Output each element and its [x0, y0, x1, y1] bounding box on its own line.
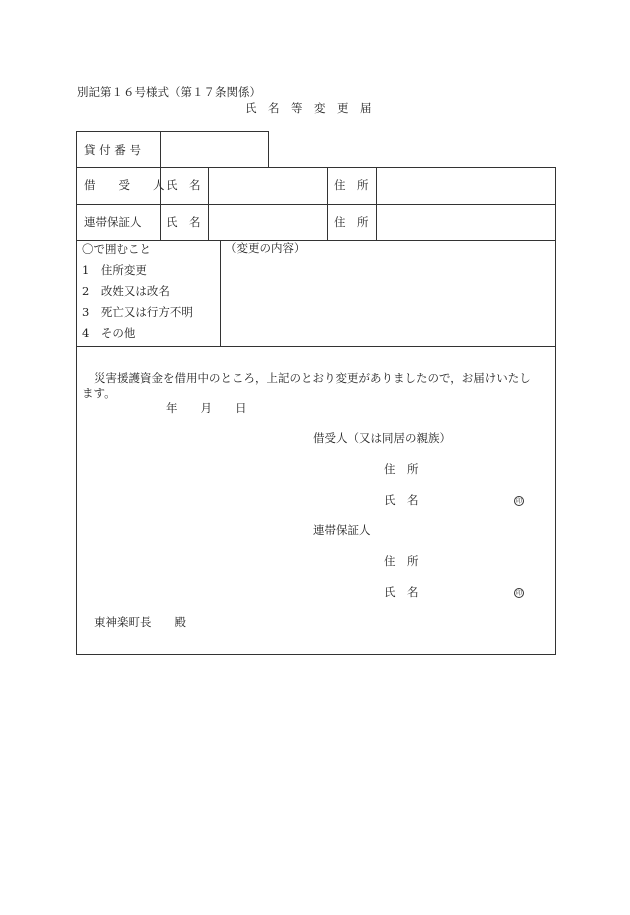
guarantor-sign-name-label: 氏 名 [384, 585, 419, 599]
borrower-address-field[interactable] [377, 168, 555, 203]
borrower-address-label: 住 所 [334, 178, 369, 192]
declaration-section [76, 346, 556, 655]
guarantor-sign-address-label: 住 所 [384, 554, 419, 568]
guarantor-address-field[interactable] [377, 205, 555, 240]
change-option-death[interactable]: 3 死亡又は行方不明 [82, 305, 193, 319]
change-instruction: 〇で囲むこと [82, 242, 151, 256]
guarantor-name-label: 氏 名 [166, 215, 201, 229]
guarantor-label: 連帯保証人 [84, 215, 142, 229]
declaration-statement: 災害援護資金を借用中のところ，上記のとおり変更がありましたので，お届けいたし [94, 371, 531, 385]
guarantor-address-label: 住 所 [334, 215, 369, 229]
borrower-heading: 借受人（又は同居の親族） [313, 431, 451, 445]
form-title: 氏 名 等 変 更 届 [245, 101, 372, 115]
guarantor-heading: 連帯保証人 [313, 523, 371, 537]
declaration-date[interactable]: 年 月 日 [166, 401, 247, 415]
change-option-surname[interactable]: 2 改姓又は改名 [82, 284, 170, 298]
declaration-statement-cont: ます。 [82, 386, 116, 400]
form-number: 別記第１６号様式（第１７条関係） [77, 85, 261, 99]
guarantor-name-field[interactable] [209, 205, 326, 240]
borrower-name-label: 氏 名 [166, 178, 201, 192]
borrower-sign-address-label: 住 所 [384, 462, 419, 476]
change-option-other[interactable]: 4 その他 [82, 326, 136, 340]
borrower-name-field[interactable] [209, 168, 326, 203]
change-content-label: （変更の内容） [225, 241, 306, 255]
borrower-sign-name-label: 氏 名 [384, 493, 419, 507]
change-content-field[interactable] [221, 258, 555, 346]
addressee: 東神楽町長 殿 [94, 615, 186, 629]
loan-number-field[interactable] [161, 132, 268, 167]
loan-number-label: 貸 付 番 号 [84, 143, 141, 157]
borrower-label: 借 受 人 [84, 178, 165, 192]
change-option-address[interactable]: 1 住所変更 [82, 263, 147, 277]
borrower-seal-icon: 印 [515, 498, 522, 505]
guarantor-seal-icon: 印 [515, 590, 522, 597]
